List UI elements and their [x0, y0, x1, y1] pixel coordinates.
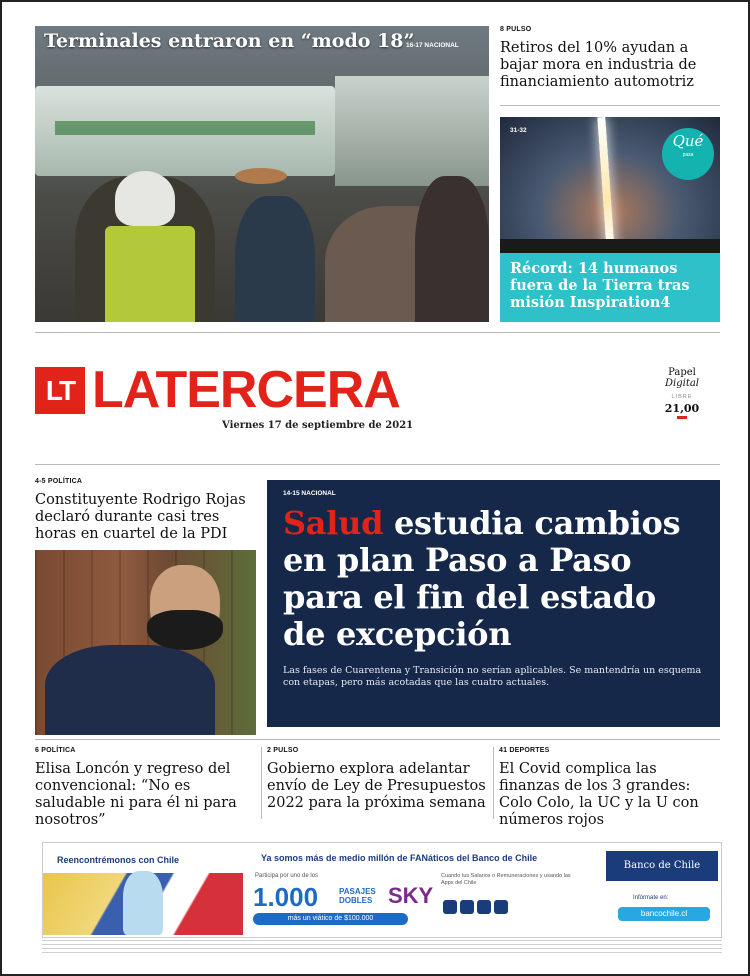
- app-icon: [477, 900, 491, 914]
- column-divider: [493, 747, 494, 819]
- ad-tagline: Reencontrémonos con Chile: [57, 855, 180, 865]
- passenger-hat: [235, 168, 287, 184]
- ad-heading: Ya somos más de medio millón de FANáticos del Banco de Chile: [261, 853, 538, 863]
- top-story-photo[interactable]: [35, 26, 489, 322]
- ad-middle-text: Cuando tus Salarios o Remuneraciones y usando las Apps del Chile: [441, 873, 571, 886]
- right-top-section: 8 PULSO: [500, 26, 532, 33]
- price: 21,00: [664, 402, 700, 415]
- app-icon: [443, 900, 457, 914]
- papel-label: Papel: [668, 367, 696, 378]
- headline-rest: estudia cambios en plan Paso a Paso para el fin del estado de excepción: [283, 504, 681, 653]
- girl-image: [123, 871, 163, 935]
- ad-big-number: 1.000: [253, 882, 319, 912]
- digital-label: Digital: [665, 378, 699, 389]
- top-story-title[interactable]: Terminales entraron en “modo 18”: [44, 30, 415, 52]
- ad-url-button[interactable]: bancochile.cl: [618, 907, 710, 921]
- divider: [35, 464, 720, 465]
- legal-fine-print: [42, 940, 722, 954]
- left-story-photo[interactable]: [35, 550, 256, 735]
- main-story-headline[interactable]: [283, 505, 704, 653]
- banco-de-chile-ad[interactable]: [42, 842, 722, 938]
- ad-viatico-pill: más un viático de $100.000: [253, 913, 408, 925]
- divider: [500, 105, 720, 106]
- papel-digital-box[interactable]: [657, 367, 707, 419]
- space-story-section: 31-32: [510, 127, 527, 134]
- top-story-section: 16-17 NACIONAL: [406, 42, 459, 49]
- passenger: [235, 196, 315, 322]
- left-story-section: 4-5 POLÍTICA: [35, 478, 83, 485]
- police-vest: [105, 226, 195, 322]
- main-story-subhead: Las fases de Cuarentena y Transición no serían aplicables. Se mantendría un esquema con etapas, pero más acotadas que las cuatro actuales.: [283, 665, 702, 688]
- face-mask: [147, 610, 223, 650]
- ad-pasajes: PASAJES DOBLES: [339, 887, 376, 905]
- sky-logo: SKY: [388, 883, 434, 908]
- divider: [35, 332, 720, 333]
- bottom-story-section: 2 PULSO: [267, 747, 299, 754]
- que-pasa-badge: [662, 128, 714, 180]
- app-icon: [460, 900, 474, 914]
- red-bar-icon: [677, 416, 687, 419]
- bottom-story-1[interactable]: [35, 747, 260, 829]
- app-icon: [494, 900, 508, 914]
- bottom-story-section: 6 POLÍTICA: [35, 747, 76, 754]
- rocket-trail: [597, 117, 614, 253]
- que-badge-text: Qué: [672, 132, 704, 150]
- crowd-right: [415, 176, 489, 322]
- ad-small-text: Participa por uno de los: [255, 873, 319, 879]
- logo-wordmark[interactable]: LATERCERA: [92, 361, 400, 419]
- logo-mark[interactable]: LT: [35, 367, 85, 414]
- issue-date: Viernes 17 de septiembre de 2021: [222, 420, 414, 431]
- bottom-story-2[interactable]: [267, 747, 487, 812]
- police-helmet: [115, 171, 175, 226]
- ad-info-label: Infórmate en:: [633, 895, 669, 901]
- bank-logo: Banco de Chile: [606, 851, 718, 881]
- bus-stripe: [55, 121, 315, 135]
- bottom-story-headline[interactable]: Elisa Loncón y regreso del convencional: “No es saludable ni para él ni para nosotros”: [35, 761, 237, 828]
- man-jacket: [45, 645, 215, 735]
- bottom-story-headline[interactable]: Gobierno explora adelantar envío de Ley de Presupuestos 2022 para la próxima semana: [267, 761, 486, 811]
- column-divider: [261, 747, 262, 819]
- right-top-headline[interactable]: Retiros del 10% ayudan a bajar mora en industria de financiamiento automotriz: [500, 40, 697, 90]
- horizon: [500, 239, 720, 253]
- main-story-section: 14-15 NACIONAL: [283, 490, 336, 497]
- bus-shape-2: [335, 76, 489, 186]
- libre-label: LIBRE: [671, 394, 693, 400]
- bottom-story-3[interactable]: [499, 747, 721, 829]
- bottom-story-section: 41 DEPORTES: [499, 747, 550, 754]
- bottom-story-headline[interactable]: El Covid complica las finanzas de los 3 grandes: Colo Colo, la UC y la U con números rojos: [499, 761, 699, 828]
- main-story[interactable]: [267, 480, 720, 727]
- app-icons: [443, 900, 508, 914]
- left-story-headline[interactable]: Constituyente Rodrigo Rojas declaró durante casi tres horas en cuartel de la PDI: [35, 492, 246, 542]
- que-badge-sub: pasa: [682, 152, 694, 158]
- headline-highlight: Salud: [283, 504, 384, 542]
- divider: [35, 739, 720, 740]
- space-story-headline[interactable]: Récord: 14 humanos fuera de la Tierra tras misión Inspiration4: [500, 253, 720, 322]
